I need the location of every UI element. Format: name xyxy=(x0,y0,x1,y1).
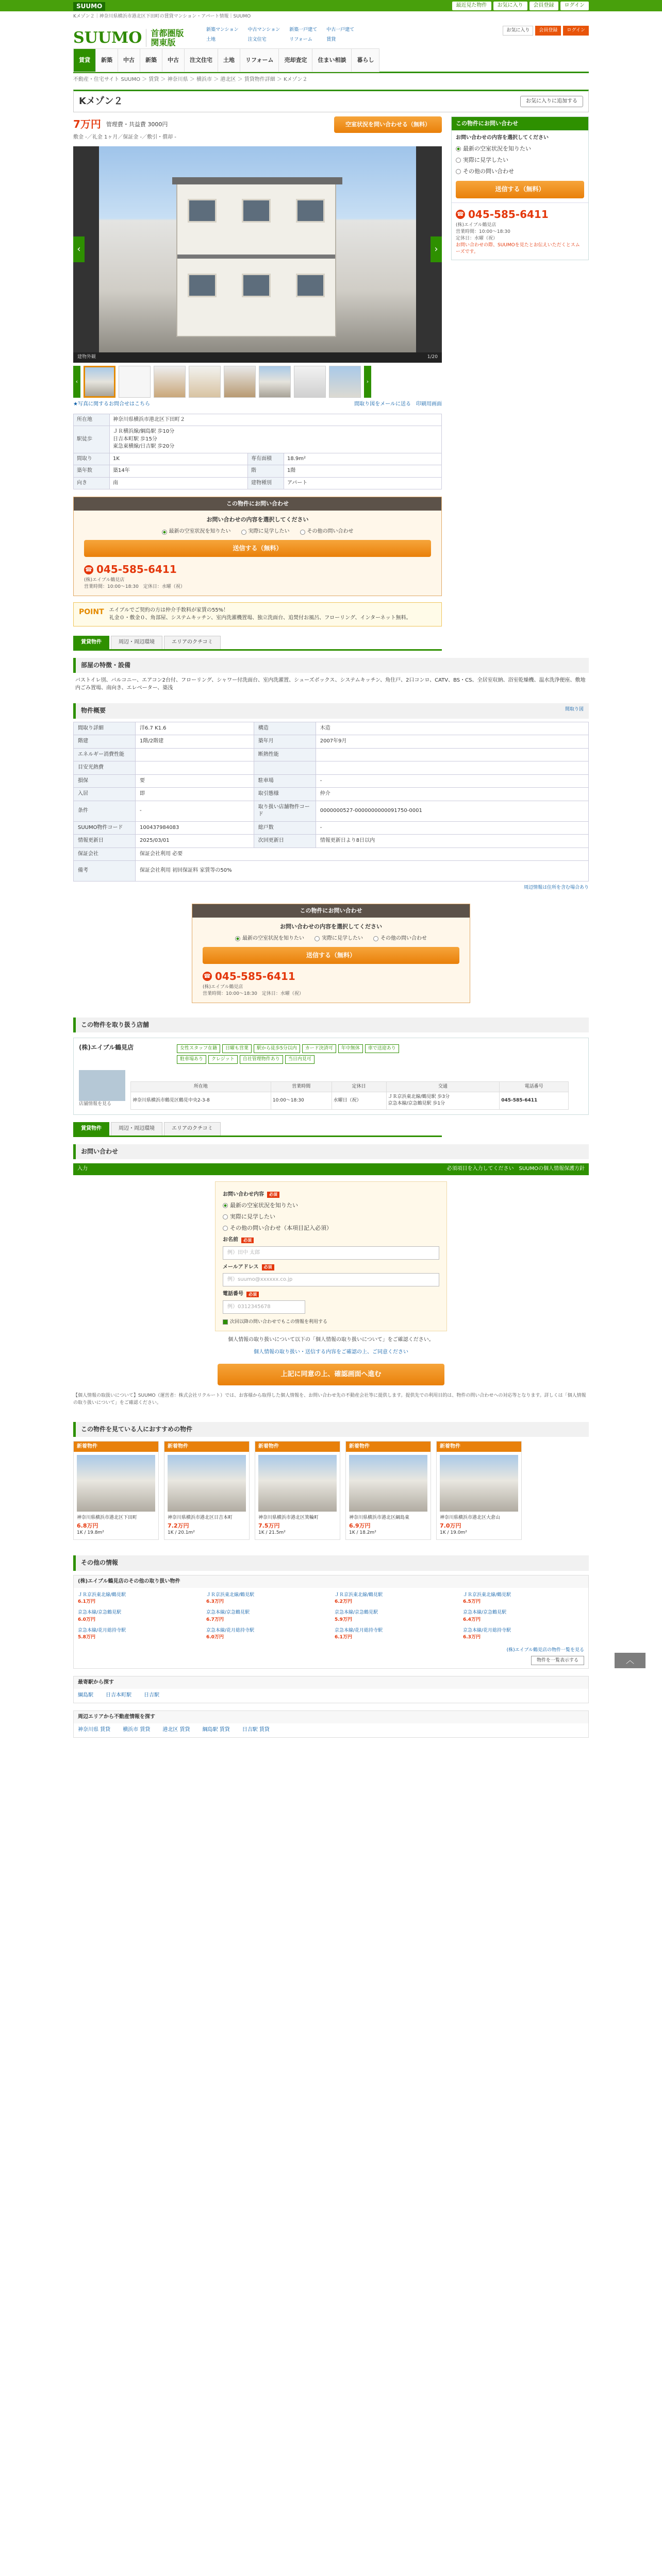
form-title: お問い合わせ xyxy=(73,1144,589,1159)
other-item[interactable]: ＪＲ京浜東北線/鶴見駅 6.1万円 xyxy=(78,1592,126,1605)
recommend-card[interactable]: 新着物件 神奈川県横浜市港北区大倉山 7.0万円 1K / 19.0m² xyxy=(436,1441,522,1540)
header xyxy=(73,11,589,73)
send-button[interactable]: 送信する（無料） xyxy=(84,540,431,557)
gnav-item[interactable]: 中古 xyxy=(162,48,185,72)
title-bar xyxy=(73,90,589,112)
gnav-item[interactable]: 新築 xyxy=(140,48,162,72)
gnav-item[interactable]: 暮らし xyxy=(352,48,379,72)
option-visit[interactable]: 実際に見学したい xyxy=(241,528,290,536)
region-label-2: 関東版 xyxy=(151,37,176,47)
tel-input[interactable]: 例）0312345678 xyxy=(223,1300,305,1314)
other-properties: (株)エイブル鶴見店のその他の取り扱い物件 ＪＲ京浜東北線/鶴見駅 6.1万円 ＪＲ京浜東北線/鶴見駅 6.3万円 ＪＲ京浜東北線/鶴見駅 6.2万円 ＪＲ京浜東北線/鶴見駅 6.5万円 京急本線/京急鶴見駅 6.0万円 京急本線/京急鶴見駅 6.7万円 京急本線/京急鶴見駅 5.9万円 京急本線/京急鶴見駅 6.4万円 京急本線/花月総持寺駅 5.8万円 京急本線/花月総持寺駅 6.0万円 京急本線/花月総持寺駅 6.1万円 京急本線/花月総持寺駅 6.3万円 (株)エイブル鶴見店の物件一覧を見る 物件を一覧表示する xyxy=(73,1575,589,1669)
spec-table xyxy=(73,414,442,490)
spec-label: 専有面積 xyxy=(248,453,284,465)
main-photo xyxy=(99,146,416,352)
mini-link[interactable]: リフォーム xyxy=(289,37,312,43)
area-link[interactable]: 横浜市 賃貸 xyxy=(123,1727,151,1733)
cta-header: この物件にお問い合わせ xyxy=(192,904,470,918)
phone-icon: ☎ xyxy=(84,565,93,574)
cta-header: この物件にお問い合わせ xyxy=(74,497,441,511)
radio-icon[interactable] xyxy=(456,169,461,174)
radio-icon[interactable] xyxy=(456,158,461,163)
mini-link[interactable]: 中古一戸建て xyxy=(326,27,355,32)
feature-section-header xyxy=(73,658,589,673)
station-link[interactable]: 日吉駅 xyxy=(144,1692,159,1699)
inquiry-cta xyxy=(73,497,442,596)
area-link[interactable]: 日吉駅 賃貸 xyxy=(242,1727,270,1733)
inquiry-cta-2 xyxy=(192,904,470,1003)
cta-question: お問い合わせの内容を選択してください xyxy=(206,516,309,523)
deposit-info: 敷金 -／礼金 1ヶ月／保証金 -／敷引・償却 - xyxy=(73,134,176,140)
tab-reviews[interactable]: エリアのクチコミ xyxy=(164,1122,221,1136)
cta-question: お問い合わせの内容を選択してください xyxy=(280,923,382,930)
favorites-button[interactable]: お気に入り xyxy=(503,26,533,36)
radio-icon[interactable] xyxy=(223,1226,228,1231)
spec-label: 階 xyxy=(248,465,284,478)
outline-table: 間取り詳細 洋6.7 K1.6 構造 木造 階建 1階/2階建 築年月 2007年9月 エネルギー消費性能 断熱性能 目安光熱費 損保 要 駐車場 - 入居 即 取引態様 仲介 条件 - 取り扱い店舗物件コード 0000000527-0000000000091750-0001 SUUMO物件コード 100437984083 総戸数 - 情報更新日 2025/03/01 次回更新日 情報更新日より8日以内 保証会社 保証会社利用 必要 備考 保証会社利用 初回保証料 家賃等の50% xyxy=(73,722,589,882)
more-properties-link[interactable]: (株)エイブル鶴見店の物件一覧を見る xyxy=(506,1647,584,1653)
form-option-vacancy[interactable]: 最新の空室状況を知りたい xyxy=(223,1201,439,1210)
radio-icon[interactable] xyxy=(373,936,378,941)
header-crumb: Kメゾン２｜神奈川県横浜市港北区下田町の賃貸マンション・アパート情報｜SUUMO xyxy=(73,14,251,19)
form-box: お問い合わせ内容 必須 最新の空室状況を知りたい 実際に見学したい その他の問い合わせ（本項目記入必須） お名前 必須 例）田中 太郎 メールアドレス 必須 例）suumo@xxxxxx.co.jp 電話番号 必須 例）0312345678 次回以降の問い合わせでもこの情報を利用する xyxy=(215,1181,447,1331)
shop-card xyxy=(73,1038,589,1115)
confirm-button[interactable]: 上記に同意の上、確認画面へ進む xyxy=(218,1364,444,1386)
spec-value: アパート xyxy=(284,477,442,489)
recommend-card[interactable]: 新着物件 神奈川県横浜市港北区箕輪町 7.5万円 1K / 21.5m² xyxy=(255,1441,340,1540)
gnav-item[interactable]: 売却査定 xyxy=(279,48,312,72)
thumbnail[interactable] xyxy=(294,366,326,398)
privacy-link[interactable]: 個人情報の取り扱い・送信する内容をご確認の上、ご同意ください xyxy=(254,1349,408,1355)
spec-value: ＪＲ横浜線/綱島駅 歩10分 日吉本町駅 歩15分 東急東横線/日吉駅 歩20分 xyxy=(110,426,442,453)
top-strip xyxy=(0,0,662,11)
area-link[interactable]: 綱島駅 賃貸 xyxy=(202,1727,230,1733)
other-item[interactable]: 京急本線/花月総持寺駅 6.0万円 xyxy=(206,1628,255,1640)
privacy-fine-print: 【個人情報の取扱いについて】SUUMO（運営者：株式会社リクルート）では、お客様から取得した個人情報を、お問い合わせ先の不動産会社等に提供します。提供先での利用目的は、物件の問い合わせへの対応等となります。詳しくは「個人情報の取り扱いについて」をご確認ください。 xyxy=(73,1393,586,1405)
shop-badges: 女性スタッフ在籍 日曜も営業 駅から徒歩5分以内 カード決済可 年中無休 車で送迎あり 駐車場あり クレジット 自社管理物件あり 当日内見可 xyxy=(177,1044,419,1064)
favorite-link[interactable]: お気に入り xyxy=(493,2,527,10)
sidebar-inquiry xyxy=(451,116,589,260)
thumbnail[interactable] xyxy=(119,366,151,398)
recommend-header: この物件を見ている人におすすめの物件 xyxy=(73,1422,589,1437)
mini-links xyxy=(206,27,354,43)
feature-title: 部屋の特徴・設備 xyxy=(81,661,131,669)
main-column xyxy=(73,116,442,626)
spec-label: 間取り xyxy=(74,453,110,465)
station-link[interactable]: 日吉本町駅 xyxy=(106,1692,131,1699)
global-nav xyxy=(73,48,379,72)
register-link[interactable]: 会員登録 xyxy=(529,2,558,10)
mini-link[interactable]: 新築一戸建て xyxy=(289,27,318,32)
contact-form xyxy=(73,1122,589,1406)
sidebar-note: お問い合わせの際、SUUMOを見たとお伝えいただくとスムーズです。 xyxy=(456,242,580,255)
gallery-prev-arrow[interactable]: ‹ xyxy=(73,236,85,262)
photo-gallery xyxy=(73,146,442,363)
send-floorplan-link[interactable]: 間取り図をメールに送る xyxy=(354,401,411,408)
radio-icon[interactable] xyxy=(300,530,305,535)
thumbnail-strip xyxy=(73,366,442,398)
option-vacancy[interactable]: 最新の空室状況を知りたい xyxy=(235,935,304,943)
name-input[interactable]: 例）田中 太郎 xyxy=(223,1246,439,1260)
suumo-top-logo[interactable]: SUUMO xyxy=(73,2,105,11)
page-title: Kメゾン２ xyxy=(79,95,123,107)
outline-note[interactable]: 周辺情報は住所を含む場合あり xyxy=(523,885,589,891)
vacancy-inquiry-button[interactable]: 空室状況を問い合わせる（無料） xyxy=(334,116,442,133)
thumbnail[interactable] xyxy=(189,366,221,398)
rent-price: 7万円 xyxy=(73,118,101,131)
recommend-list xyxy=(73,1441,589,1540)
gallery-next-arrow[interactable]: › xyxy=(431,236,442,262)
other-item[interactable]: 京急本線/京急鶴見駅 6.7万円 xyxy=(206,1610,250,1622)
suumo-logo[interactable]: SUUMO xyxy=(73,29,142,47)
sidebar-phone: 045-585-6411 xyxy=(468,208,549,221)
sidebar-question: お問い合わせの内容を選択してください xyxy=(456,134,549,141)
list-button[interactable]: 物件を一覧表示する xyxy=(531,1656,584,1665)
tab-surroundings[interactable]: 周辺・周辺環境 xyxy=(111,1122,162,1136)
price-row xyxy=(73,116,442,133)
login-link[interactable]: ログイン xyxy=(560,2,589,10)
building-image xyxy=(176,182,336,337)
thumbnail[interactable] xyxy=(154,366,186,398)
mini-link[interactable]: 中古マンション xyxy=(247,27,280,32)
gnav-item[interactable]: リフォーム xyxy=(240,48,279,72)
spec-value: 神奈川県横浜市港北区下田町２ xyxy=(110,414,442,426)
phone-number: 045-585-6411 xyxy=(96,563,177,576)
spec-value: 築14年 xyxy=(110,465,248,478)
other-info-header: その他の情報 xyxy=(73,1555,589,1570)
recent-link[interactable]: 最近見た物件 xyxy=(452,2,491,10)
gnav-item[interactable]: 新築 xyxy=(96,48,118,72)
spec-label: 所在地 xyxy=(74,414,110,426)
breadcrumb[interactable]: 不動産・住宅サイト SUUMO ＞ 賃貸 ＞ 神奈川県 ＞ 横浜市 ＞ 港北区 ＞ 賃貸物件詳細 ＞ Kメゾン２ xyxy=(73,77,308,82)
thumb-next-arrow[interactable]: › xyxy=(364,366,371,398)
user-box xyxy=(503,26,589,36)
shop-photo xyxy=(79,1070,125,1101)
agree-text: 個人情報の取り扱いについて以下の「個人情報の取り扱いについて」をご確認ください。 xyxy=(228,1336,434,1343)
gnav-item[interactable]: 住まい相談 xyxy=(312,48,352,72)
page-top-button[interactable]: ︿ xyxy=(615,1653,646,1668)
shop-table: 所在地 営業時間 定休日 交通 電話番号 神奈川県横浜市鶴見区鶴見中央2-3-8 10:00～18:30 水曜日（祝） ＪＲ京浜東北線/鶴見駅 歩3分 京急本線/京急鶴見駅 歩1分 045-585-6411 xyxy=(130,1081,569,1109)
sidebar-option-vacancy[interactable]: 最新の空室状況を知りたい xyxy=(456,145,584,153)
shop-info-link[interactable]: 店舗情報を見る xyxy=(79,1101,112,1107)
tab-property[interactable]: 賃貸物件 xyxy=(73,636,109,649)
radio-icon[interactable] xyxy=(241,530,246,535)
thumb-prev-arrow[interactable]: ‹ xyxy=(73,366,80,398)
register-button[interactable]: 会員登録 xyxy=(535,26,561,36)
option-other[interactable]: その他の問い合わせ xyxy=(300,528,354,536)
sidebar xyxy=(451,116,589,626)
other-item[interactable]: ＪＲ京浜東北線/鶴見駅 6.3万円 xyxy=(206,1592,255,1605)
gnav-item[interactable]: 注文住宅 xyxy=(185,48,218,72)
point-text: エイブルでご契約の方は仲介手数料が家賃の55%！ 礼金０・敷金０、角部屋、システムキッチン、室内洗濯機置場、独立洗面台、追焚付お風呂、フローリング、インターネット無料。 xyxy=(109,607,411,621)
recommend-card[interactable]: 新着物件 神奈川県横浜市港北区綱島東 6.9万円 1K / 18.2m² xyxy=(345,1441,431,1540)
feature-text: バストイレ別、バルコニー、エアコン2台付、フローリング、シャワー付洗面台、室内洗濯置、シューズボックス、システムキッチン、角住戸、2口コンロ、CATV、BS・CS、全居室収納、浴室乾燥機、温水洗浄便座、敷地内ごみ置場、南向き、エレベーター、築浅 xyxy=(75,677,586,691)
sidebar-send-button[interactable]: 送信する（無料） xyxy=(456,181,584,198)
shop-hours: 営業時間：10:00～18:30 定休日：水曜（祝） xyxy=(84,584,185,590)
add-favorite-button[interactable]: お気に入りに追加する xyxy=(520,96,583,108)
gnav-item[interactable]: 土地 xyxy=(218,48,240,72)
outline-section-header xyxy=(73,703,589,718)
sidebar-header: この物件にお問い合わせ xyxy=(452,117,588,130)
tab-surroundings[interactable]: 周辺・周辺環境 xyxy=(111,636,162,649)
spec-label: 築年数 xyxy=(74,465,110,478)
shop-name[interactable]: (株)エイブル鶴見店 xyxy=(79,1044,134,1052)
spec-label: 駅徒歩 xyxy=(74,426,110,453)
station-search: 最寄駅から探す 綱島駅 日吉本町駅 日吉駅 xyxy=(73,1676,589,1703)
sidebar-option-visit[interactable]: 実際に見学したい xyxy=(456,156,584,164)
phone-number: 045-585-6411 xyxy=(215,970,295,982)
recommend-card[interactable]: 新着物件 神奈川県横浜市港北区下田町 6.8万円 1K / 19.8m² xyxy=(73,1441,159,1540)
thumbnail[interactable] xyxy=(84,366,115,398)
thumbnail[interactable] xyxy=(329,366,361,398)
email-input[interactable]: 例）suumo@xxxxxx.co.jp xyxy=(223,1273,439,1286)
sidebar-shop: (株)エイブル鶴見店 xyxy=(456,222,496,228)
shop-name: (株)エイブル鶴見店 xyxy=(84,578,125,583)
send-button[interactable]: 送信する（無料） xyxy=(203,947,459,964)
form-option-other[interactable]: その他の問い合わせ（本項目記入必須） xyxy=(223,1224,439,1232)
mini-link[interactable]: 注文住宅 xyxy=(247,37,267,43)
gnav-item[interactable]: 中古 xyxy=(118,48,140,72)
other-item[interactable]: ＪＲ京浜東北線/鶴見駅 6.2万円 xyxy=(335,1592,383,1605)
area-link[interactable]: 神奈川県 賃貸 xyxy=(78,1727,111,1733)
spec-value: 1階 xyxy=(284,465,442,478)
outline-title: 物件概要 xyxy=(81,707,106,715)
phone-icon: ☎ xyxy=(203,972,212,981)
region-label: 首都圏版 xyxy=(151,28,184,39)
option-vacancy[interactable]: 最新の空室状況を知りたい xyxy=(162,528,231,536)
kanri-fee: 管理費・共益費 3000円 xyxy=(106,121,168,128)
brand[interactable] xyxy=(73,27,184,49)
area-link[interactable]: 港北区 賃貸 xyxy=(162,1727,190,1733)
radio-icon[interactable] xyxy=(315,936,320,941)
remember-checkbox[interactable]: 次回以降の問い合わせでもこの情報を利用する xyxy=(223,1319,439,1326)
radio-icon[interactable] xyxy=(223,1214,228,1219)
form-step-bar: 入力 必須項目を入力してください SUUMOの個人情報保護方針 xyxy=(73,1163,589,1175)
spec-label: 建物種別 xyxy=(248,477,284,489)
photo-inquiry-link[interactable]: ★写真に関するお問合せはこちら xyxy=(73,401,150,408)
gnav-item[interactable]: 賃貸 xyxy=(73,48,96,72)
shop-name: (株)エイブル鶴見店 xyxy=(203,984,243,990)
other-item[interactable]: 京急本線/京急鶴見駅 5.9万円 xyxy=(335,1610,378,1622)
sidebar-hours: 営業時間：10:00～18:30 定休日：水曜（祝） xyxy=(456,229,510,241)
mini-link[interactable]: 新築マンション xyxy=(206,27,239,32)
thumbnail[interactable] xyxy=(224,366,256,398)
station-link[interactable]: 綱島駅 xyxy=(78,1692,93,1699)
thumbnail[interactable] xyxy=(259,366,291,398)
point-box xyxy=(73,602,442,626)
login-button[interactable]: ログイン xyxy=(563,26,589,36)
option-visit[interactable]: 実際に見学したい xyxy=(315,935,363,943)
mini-link[interactable]: 土地 xyxy=(206,37,216,43)
radio-icon[interactable] xyxy=(223,1203,228,1208)
other-item[interactable]: 京急本線/花月総持寺駅 6.3万円 xyxy=(463,1628,511,1640)
floorplan-link[interactable]: 間取り図 xyxy=(565,707,584,713)
photo-caption: 建物外観 xyxy=(77,354,96,360)
other-item[interactable]: 京急本線/花月総持寺駅 5.8万円 xyxy=(78,1628,126,1640)
shop-section-header: この物件を取り扱う店舗 xyxy=(73,1018,589,1032)
other-item[interactable]: 京急本線/京急鶴見駅 6.4万円 xyxy=(463,1610,507,1622)
phone-icon: ☎ xyxy=(456,210,465,219)
shop-hours: 営業時間：10:00～18:30 定休日：水曜（祝） xyxy=(203,991,304,996)
spec-label: 向き xyxy=(74,477,110,489)
sidebar-option-other[interactable]: その他の問い合わせ xyxy=(456,167,584,176)
spec-value: 南 xyxy=(110,477,248,489)
mini-link[interactable]: 賃貸 xyxy=(326,37,336,43)
other-item[interactable]: 京急本線/京急鶴見駅 6.0万円 xyxy=(78,1610,122,1622)
other-item[interactable]: 京急本線/花月総持寺駅 6.1万円 xyxy=(335,1628,383,1640)
other-item[interactable]: ＪＲ京浜東北線/鶴見駅 6.5万円 xyxy=(463,1592,511,1605)
radio-icon[interactable] xyxy=(162,530,167,535)
point-label: POINT xyxy=(79,608,104,617)
area-search: 周辺エリアから不動産情報を探す 神奈川県 賃貸 横浜市 賃貸 港北区 賃貸 綱島駅 賃貸 日吉駅 賃貸 xyxy=(73,1710,589,1738)
print-link[interactable]: 印刷用画面 xyxy=(416,401,442,408)
tab-reviews[interactable]: エリアのクチコミ xyxy=(164,636,221,649)
spec-value: 18.9m² xyxy=(284,453,442,465)
photo-counter: 1/20 xyxy=(427,354,438,360)
form-option-visit[interactable]: 実際に見学したい xyxy=(223,1213,439,1221)
radio-icon[interactable] xyxy=(235,936,240,941)
spec-value: 1K xyxy=(110,453,248,465)
tab-property[interactable]: 賃貸物件 xyxy=(73,1122,109,1136)
radio-icon[interactable] xyxy=(456,146,461,151)
option-other[interactable]: その他の問い合わせ xyxy=(373,935,427,943)
detail-tabs xyxy=(73,636,442,651)
recommend-card[interactable]: 新着物件 神奈川県横浜市港北区日吉本町 7.2万円 1K / 20.1m² xyxy=(164,1441,250,1540)
